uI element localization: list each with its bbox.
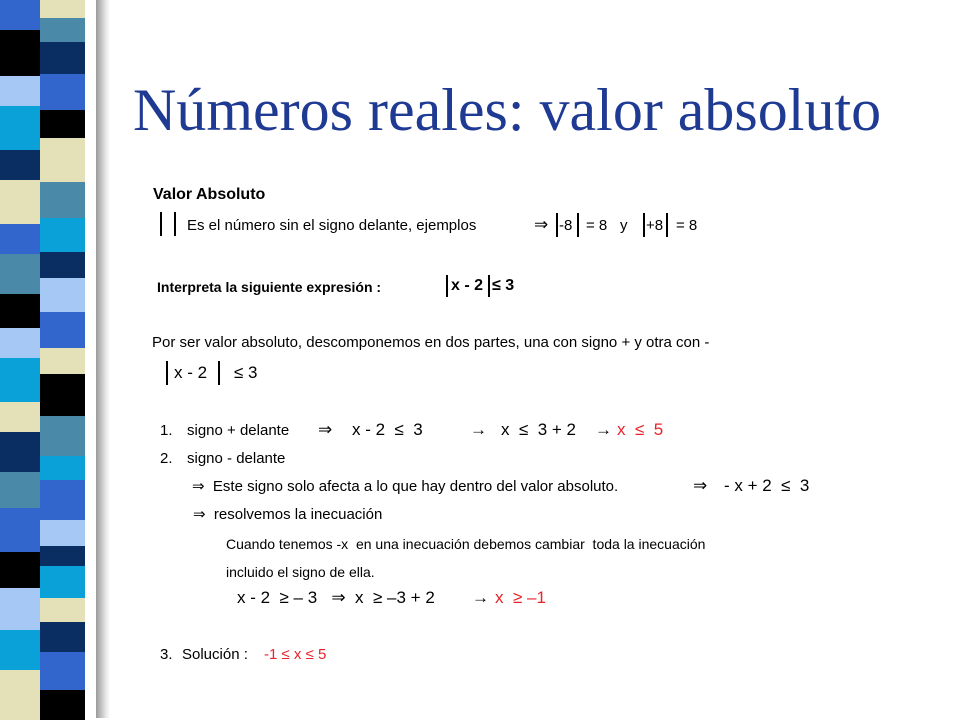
step-1-number: 1. [160, 422, 173, 439]
abs-bar-right [577, 213, 579, 237]
example-1-result: = 8 [586, 217, 608, 234]
example-2-inner: +8 [646, 217, 664, 234]
interpret-inner: x - 2 [451, 277, 484, 294]
abs-bar-left [166, 361, 168, 385]
right-arrow: → [470, 420, 487, 439]
abs-bar-right [666, 213, 668, 237]
step-2-resolve: ⇒ resolvemos la inecuación [193, 506, 383, 523]
step-2-note: ⇒ Este signo solo afecta a lo que hay dentro del valor absoluto. [192, 478, 619, 495]
implies-arrow: ⇒ [318, 420, 333, 439]
abs-bar-left [160, 212, 162, 236]
step-2-explanation-1: Cuando tenemos -x en una inecuación debemos cambiar toda la inecuación [226, 536, 706, 552]
step-1-label: signo + delante [187, 422, 290, 439]
abs-bar-right [218, 361, 220, 385]
step-3-label: Solución : [182, 646, 248, 663]
right-arrow: → [472, 588, 489, 607]
step-2-explanation-2: incluido el signo de ella. [226, 564, 375, 580]
implies-arrow: ⇒ [693, 476, 708, 495]
abs-bar-left [556, 213, 558, 237]
step-3-number: 3. [160, 646, 173, 663]
decorative-stripe [0, 0, 108, 720]
example-2-result: = 8 [676, 217, 698, 234]
implies-arrow: ⇒ [534, 215, 549, 234]
step-2-number: 2. [160, 450, 173, 467]
section-heading: Valor Absoluto [153, 186, 266, 203]
right-arrow: → [595, 420, 612, 439]
abs-bar-left [446, 275, 448, 297]
connector-y: y [620, 217, 628, 234]
step-1-expression: x - 2 ≤ 3 [352, 420, 423, 439]
explanation-text: Por ser valor absoluto, descomponemos en dos partes, una con signo + y otra con - [152, 334, 710, 351]
step-2-calculation: x - 2 ≥ – 3 ⇒ x ≥ –3 + 2 [237, 588, 435, 607]
solution-result: -1 ≤ x ≤ 5 [264, 646, 327, 663]
stripe-shadow [96, 0, 110, 718]
example-1-inner: -8 [559, 217, 573, 234]
abs-bar-right [488, 275, 490, 297]
step-2-label: signo - delante [187, 450, 286, 467]
abs-bar-left [643, 213, 645, 237]
step-2-result: x ≥ –1 [495, 588, 546, 607]
abs-expression-inner: x - 2 [174, 363, 208, 382]
slide-title: Números reales: valor absoluto [133, 77, 882, 143]
abs-bar-right [174, 212, 176, 236]
interpret-label: Interpreta la siguiente expresión : [157, 279, 382, 295]
interpret-relation: ≤ 3 [492, 277, 515, 294]
step-1-expression-2: x ≤ 3 + 2 [501, 420, 577, 439]
abs-expression-relation: ≤ 3 [234, 363, 258, 382]
step-1-result: x ≤ 5 [617, 420, 664, 439]
definition-text: Es el número sin el signo delante, ejemplos [187, 217, 477, 234]
step-2-note-expression: - x + 2 ≤ 3 [724, 476, 810, 495]
